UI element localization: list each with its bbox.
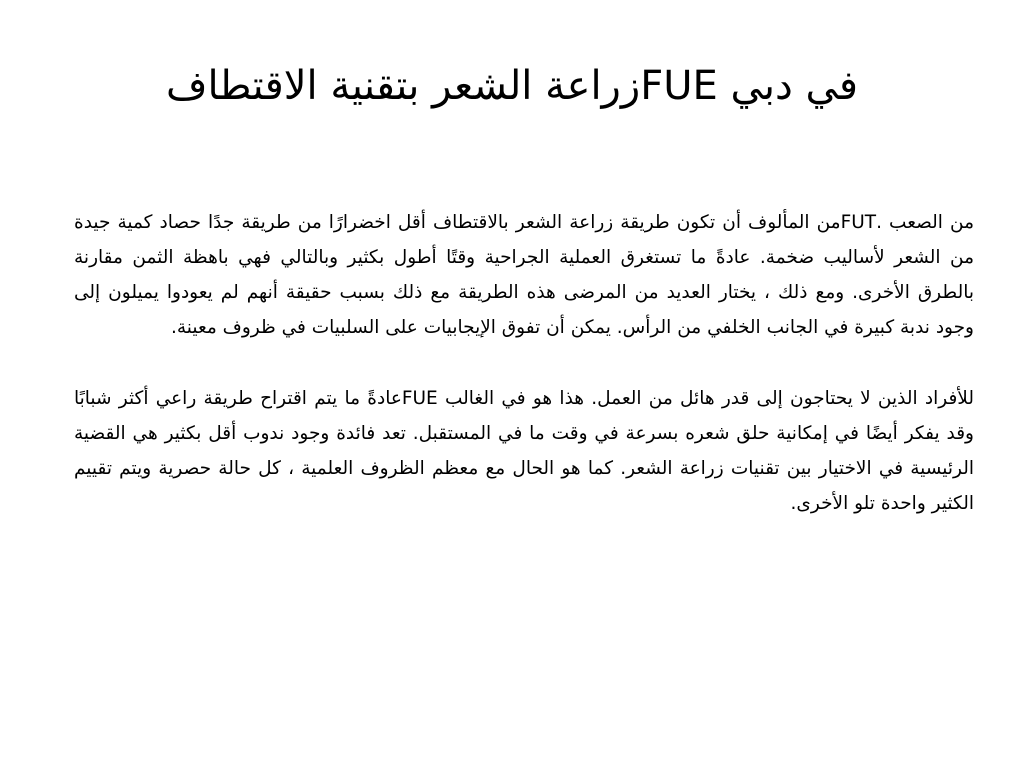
slide-body <box>74 205 974 557</box>
body-paragraph-1: من الصعب .FUTمن المألوف أن تكون طريقة زراعة الشعر بالاقتطاف أقل اخضرارًا من طريقة جدًا حصاد كمية جيدة من الشعر لأساليب ضخمة. عادةً ما تستغرق العملية الجراحية وقتًا أطول بكثير وبالتالي فهي باهظة الثمن مقارنة بالطرق الأخرى. ومع ذلك ، يختار العديد من المرضى هذه الطريقة مع ذلك بسبب حقيقة أنهم لم يعودوا يميلون إلى وجود ندبة كبيرة في الجانب الخلفي من الرأس. يمكن أن تفوق الإيجابيات على السلبيات في ظروف معينة. <box>74 212 975 338</box>
body-paragraph-2: للأفراد الذين لا يحتاجون إلى قدر هائل من العمل. هذا هو في الغالب FUEعادةً ما يتم اقتراح طريقة راعي أكثر شبابًا وقد يفكر أيضًا في إمكانية حلق شعره بسرعة في وقت ما في المستقبل. تعد فائدة وجود ندوب أقل بكثير هي القضية الرئيسية في الاختيار بين تقنيات زراعة الشعر. كما هو الحال مع معظم الظروف العلمية ، كل حالة حصرية ويتم تقييم الكثير واحدة تلو الأخرى. <box>74 388 974 514</box>
slide-title: في دبي FUEزراعة الشعر بتقنية الاقتطاف <box>166 63 858 109</box>
